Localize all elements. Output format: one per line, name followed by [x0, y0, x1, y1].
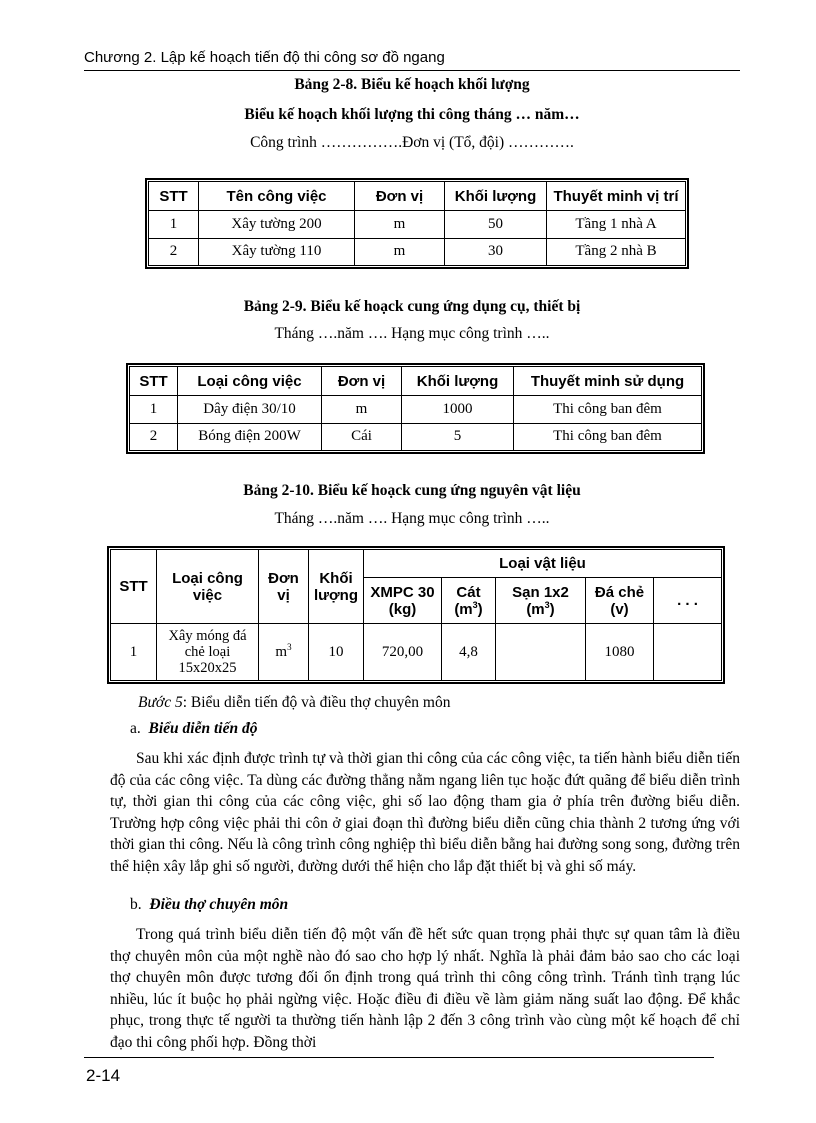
table-cell: Cái	[322, 423, 402, 451]
table-cell	[259, 624, 309, 681]
table-cell: Xây tường 110	[199, 238, 355, 266]
table-cell: Xây móng đá chẻ loại 15x20x25	[157, 624, 259, 681]
table-cell: Dây điện 30/10	[178, 396, 322, 424]
table-header-cell: Thuyết minh sử dụng	[514, 367, 702, 396]
unit-exponent: 3	[287, 641, 292, 652]
table-row	[130, 396, 702, 424]
table-cell: 2	[149, 238, 199, 266]
table-header-cell: Đơn vị	[355, 182, 445, 211]
table-2-8-info: Công trình …………….Đơn vị (Tổ, đội) ………….	[250, 134, 574, 151]
table-cell: 10	[309, 624, 364, 681]
table-cell: 1	[130, 396, 178, 424]
table-cell: 720,00	[364, 624, 442, 681]
table-row	[149, 238, 686, 266]
table-2-8-subtitle: Biểu kế hoạch khối lượng thi công tháng … năm…	[244, 106, 580, 123]
table-header-cell: STT	[149, 182, 199, 211]
table-header-cell: STT	[130, 367, 178, 396]
table-header-cell: Khối lượng	[402, 367, 514, 396]
table-cell: 5	[402, 423, 514, 451]
section-b-heading	[130, 896, 288, 914]
table-2-10	[107, 546, 725, 684]
table-header-cell: Tên công việc	[199, 182, 355, 211]
step-text: : Biểu diễn tiến độ và điều thợ chuyên môn	[182, 694, 451, 711]
table-cell: 1080	[586, 624, 654, 681]
table-cell: Tầng 1 nhà A	[547, 211, 686, 239]
unit-exponent: 3	[544, 599, 550, 610]
step-label: Bước 5	[138, 694, 183, 711]
paragraph-b: Trong quá trình biểu diễn tiến độ một vấn đề hết sức quan trọng phải thực sự quan tâm là điều thợ chuyên môn của một nghề nào đó sao cho hợp lý nhất. Nghĩa là phải đảm bảo sao cho các loại thợ chuyên môn được tương đối ổn định trong quá trình thi công công trình. Tránh tình trạng lúc nhiều, lúc ít buộc họ phải ngừng việc. Hoặc điều đi điều về làm giảm năng suất lao động. Để khắc phục, trong thực tế người ta thường tiến hành lập 2 đến 3 công trình vào cùng một kế hoạch để chỉ đạo thi công phối hợp. Đồng thời	[110, 926, 740, 1051]
table-2-9	[126, 363, 705, 454]
material-name: Sạn 1x2	[512, 583, 569, 601]
page-number: 2-14	[86, 1066, 121, 1085]
table-2-8	[145, 178, 689, 269]
table-cell	[496, 624, 586, 681]
table-header-cell: Đá chẻ (v)	[586, 578, 654, 624]
table-cell: 30	[445, 238, 547, 266]
table-header-cell	[442, 578, 496, 624]
table-header-cell: Loại công việc	[178, 367, 322, 396]
paragraph-a: Sau khi xác định được trình tự và thời gian thi công của các công việc, ta tiến hành biểu diễn tiến độ của các công việc. Ta dùng các đường thẳng nằm ngang liên tục hoặc đứt quãng để biểu diễn trình tự, thời gian thi công của các công việc, ghi số lao động tham gia ở phía trên đường biểu diễn. Trường hợp công việc phải thi côn ở giai đoạn thì đường biểu diễn cũng chia thành 2 tương ứng với thời gian thi công. Nếu là công trình công nghiệp thì biểu diễn bằng hai đường song song, đường trên thể hiện xây lắp ghi số người, đường dưới thể hiện cho lắp đặt thiết bị và ghi số máy.	[110, 750, 740, 875]
table-header-cell: Khối lượng	[309, 550, 364, 624]
table-2-9-info: Tháng ….năm …. Hạng mục công trình …..	[274, 325, 550, 342]
table-cell: 1	[149, 211, 199, 239]
unit-text: m	[275, 643, 288, 660]
table-cell: 1	[111, 624, 157, 681]
table-2-10-caption: Bảng 2-10. Biểu kế hoạck cung ứng nguyên vật liệu	[243, 482, 581, 499]
section-b-title: Điều thợ chuyên môn	[149, 896, 289, 913]
table-cell: Bóng điện 200W	[178, 423, 322, 451]
table-row	[149, 211, 686, 239]
table-header-cell: Khối lượng	[445, 182, 547, 211]
table-header-cell	[496, 578, 586, 624]
table-cell: Thi công ban đêm	[514, 423, 702, 451]
unit-close: )	[549, 600, 555, 618]
table-header-cell: Thuyết minh vị trí	[547, 182, 686, 211]
table-cell: Xây tường 200	[199, 211, 355, 239]
table-cell: m	[355, 211, 445, 239]
table-header-cell: Đơn vị	[322, 367, 402, 396]
material-unit: (m	[454, 600, 473, 618]
table-2-8-caption: Bảng 2-8. Biểu kế hoạch khối lượng	[294, 76, 530, 93]
table-cell: m	[322, 396, 402, 424]
table-cell: 4,8	[442, 624, 496, 681]
table-header-cell: . . .	[654, 578, 722, 624]
table-2-9-caption: Bảng 2-9. Biểu kế hoạck cung ứng dụng cụ, thiết bị	[243, 298, 581, 315]
table-cell: m	[355, 238, 445, 266]
table-row	[111, 624, 722, 681]
unit-exponent: 3	[472, 599, 478, 610]
chapter-title: Chương 2. Lập kế hoạch tiến độ thi công sơ đồ ngang	[84, 49, 445, 66]
table-cell	[654, 624, 722, 681]
section-b-prefix: b.	[130, 896, 142, 913]
table-cell: 1000	[402, 396, 514, 424]
table-header-cell: Loại vật liệu	[364, 550, 722, 578]
page-header	[84, 48, 740, 71]
table-header-cell: Loại công việc	[157, 550, 259, 624]
section-a-heading	[130, 720, 257, 738]
section-a-title: Biểu diễn tiến độ	[148, 720, 258, 737]
table-header-cell: Đơn vị	[259, 550, 309, 624]
table-row	[130, 423, 702, 451]
material-name: Cát	[456, 583, 481, 601]
footer-divider	[84, 1057, 714, 1058]
unit-close: )	[477, 600, 483, 618]
material-unit: (m	[526, 600, 545, 618]
table-cell: 2	[130, 423, 178, 451]
table-header-cell: XMPC 30 (kg)	[364, 578, 442, 624]
table-2-10-info: Tháng ….năm …. Hạng mục công trình …..	[274, 510, 550, 527]
table-header-cell: STT	[111, 550, 157, 624]
table-cell: Tầng 2 nhà B	[547, 238, 686, 266]
table-cell: 50	[445, 211, 547, 239]
step-line	[138, 692, 768, 713]
section-a-prefix: a.	[130, 720, 141, 737]
table-cell: Thi công ban đêm	[514, 396, 702, 424]
